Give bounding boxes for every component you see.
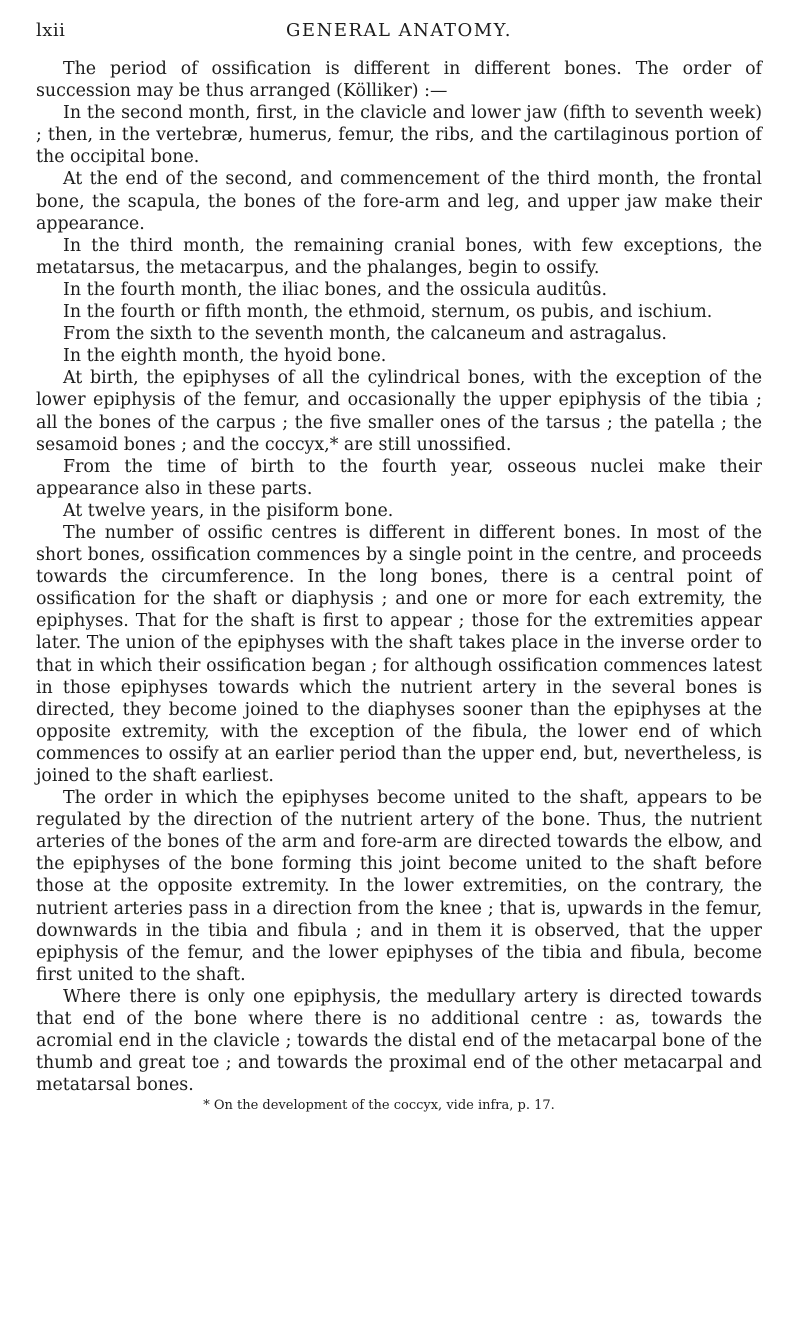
body-text bbox=[36, 58, 762, 1096]
paragraph: At the end of the second, and commencement of the third month, the frontal bone, the scapula, the bones of the fore-arm and leg, and upper jaw make their appearance. bbox=[36, 169, 762, 234]
paragraph: In the second month, first, in the clavicle and lower jaw (fifth to seventh week) ; then, in the vertebræ, humerus, femur, the ribs, and the cartilaginous portion of the occipital bone. bbox=[36, 103, 762, 168]
paragraph: Where there is only one epiphysis, the medullary artery is directed towards that end of the bone where there is no additional centre : as, towards the acromial end in the clavicle ; towards the distal end of the metacarpal bone of the thumb and great toe ; and towards the proximal end of the other metacarpal and metatarsal bones. bbox=[36, 986, 762, 1096]
paragraph: From the time of birth to the fourth year, osseous nuclei make their appearance also in these parts. bbox=[36, 456, 762, 499]
paragraph: In the fourth month, the iliac bones, and the ossicula auditûs. bbox=[63, 279, 607, 300]
paragraph: From the sixth to the seventh month, the calcaneum and astragalus. bbox=[63, 324, 667, 345]
page-number: lxii bbox=[36, 20, 66, 41]
paragraph: At birth, the epiphyses of all the cylindrical bones, with the exception of the lower epiphysis of the femur, and occasionally the upper epiphysis of the tibia ; all the bones of the carpus ; the five smaller ones of the tarsus ; the patella ; the sesamoid bones ; and the coccyx,* are still unossified. bbox=[36, 368, 762, 455]
footnote: * On the development of the coccyx, vide infra, p. 17. bbox=[203, 1098, 555, 1114]
running-head: GENERAL ANATOMY. bbox=[286, 20, 512, 41]
paragraph: At twelve years, in the pisiform bone. bbox=[63, 500, 394, 521]
paragraph: The order in which the epiphyses become united to the shaft, appears to be regulated by the direction of the nutrient artery of the bone. Thus, the nutrient arteries of the bones of the arm and fore-arm are directed towards the elbow, and the epiphyses of the bone forming this joint become united to the shaft before those at the opposite extremity. In the lower extremities, on the contrary, the nutrient arteries pass in a direction from the knee ; that is, upwards in the femur, downwards in the tibia and fibula ; and in them it is observed, that the upper epiphysis of the femur, and the lower epiphyses of the tibia and fibula, become first united to the shaft. bbox=[36, 788, 762, 985]
page-header bbox=[36, 18, 762, 58]
paragraph: In the fourth or fifth month, the ethmoid, sternum, os pubis, and ischium. bbox=[63, 302, 713, 323]
paragraph: The number of ossific centres is different in different bones. In most of the short bones, ossification commences by a single point in the centre, and proceeds towards the circumference. In the long bones, there is a central point of ossification for the shaft or diaphysis ; and one or more for each extremity, the epiphyses. That for the shaft is first to appear ; those for the extremities appear later. The union of the epiphyses with the shaft takes place in the inverse order to that in which their ossification began ; for although ossification commences latest in those epiphyses towards which the nutrient artery in the several bones is directed, they become joined to the diaphyses sooner than the epiphyses at the opposite extremity, with the exception of the fibula, the lower end of which commences to ossify at an earlier period than the upper end, but, nevertheless, is joined to the shaft earliest. bbox=[36, 522, 762, 786]
paragraph: In the third month, the remaining cranial bones, with few exceptions, the metatarsus, the metacarpus, and the phalanges, begin to ossify. bbox=[36, 235, 762, 278]
paragraph: In the eighth month, the hyoid bone. bbox=[63, 346, 387, 367]
book-page bbox=[36, 18, 762, 1114]
paragraph: The period of ossification is different in different bones. The order of succession may be thus arranged (Kölliker) :— bbox=[36, 59, 762, 102]
